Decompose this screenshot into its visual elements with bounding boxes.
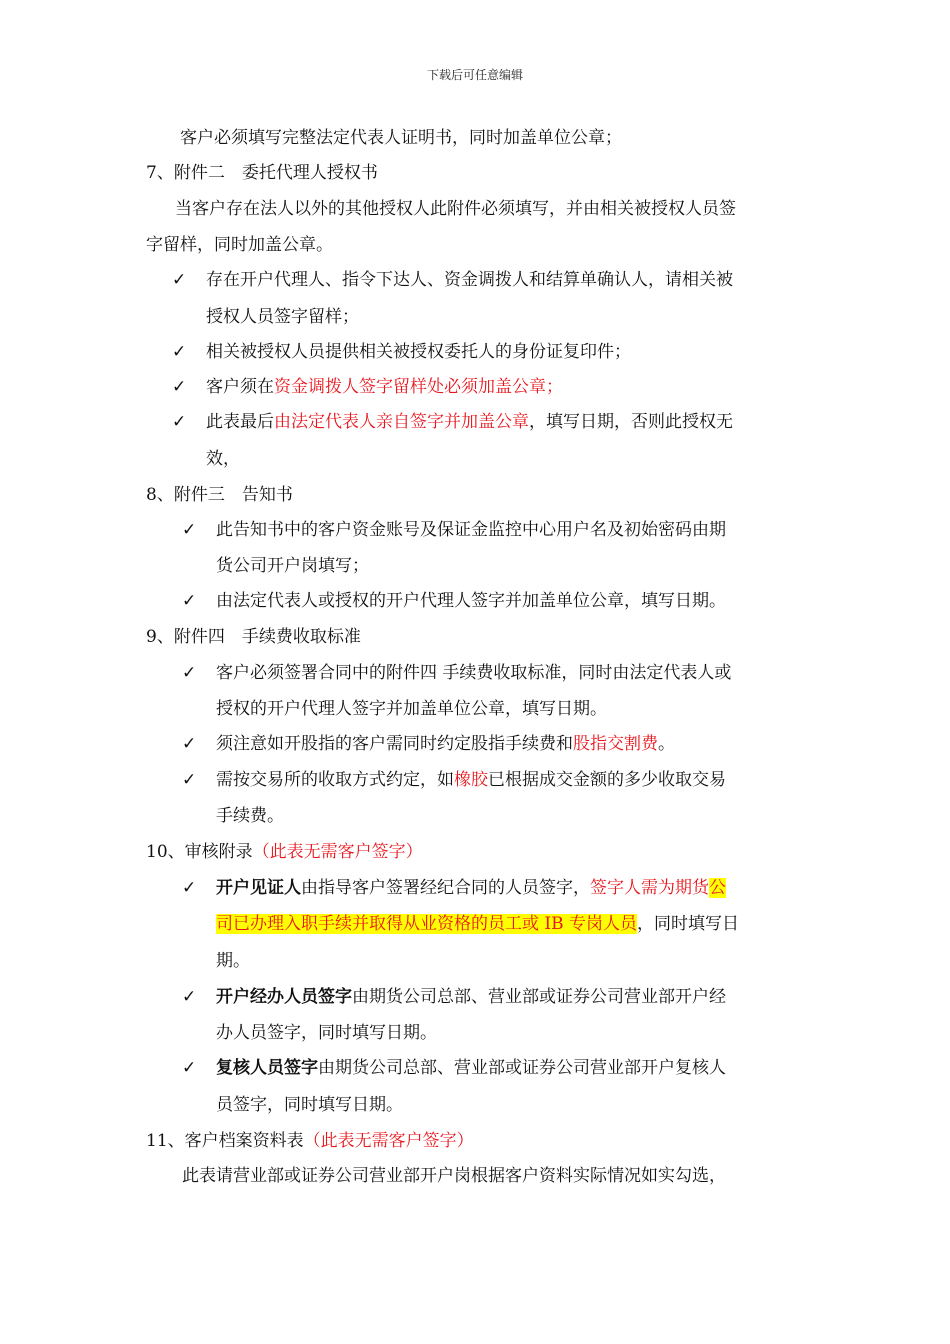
text-run: ，同时填写日 xyxy=(637,914,740,934)
check-icon: ✓ xyxy=(182,878,197,898)
bullet-text: 货公司开户岗填写； xyxy=(216,556,369,576)
check-icon: ✓ xyxy=(172,342,187,362)
check-icon: ✓ xyxy=(182,734,197,754)
paragraph: 此表请营业部或证券公司营业部开户岗根据客户资料实际情况如实勾选， xyxy=(182,1166,726,1186)
text-run: 10、审核附录 xyxy=(146,842,253,862)
paragraph: 当客户存在法人以外的其他授权人此附件必须填写，并由相关被授权人员签 xyxy=(175,199,736,219)
red-emphasis: （此表无需客户签字） xyxy=(303,1131,474,1151)
check-icon: ✓ xyxy=(182,770,197,790)
bullet-text xyxy=(216,878,726,898)
text-run: 由指导客户签署经纪合同的人员签字， xyxy=(301,878,590,898)
check-icon: ✓ xyxy=(182,1058,197,1078)
bullet-text: 授权人员签字留样； xyxy=(206,307,359,327)
check-icon: ✓ xyxy=(182,987,197,1007)
red-emphasis: 由法定代表人亲自签字并加盖公章 xyxy=(274,412,529,432)
check-icon: ✓ xyxy=(182,520,197,540)
section-10-title xyxy=(146,842,423,862)
text-run: 。 xyxy=(658,734,675,754)
bullet-text: 相关被授权人员提供相关被授权委托人的身份证复印件； xyxy=(206,342,631,362)
bullet-text xyxy=(216,914,739,934)
bullet-text xyxy=(206,412,733,432)
paragraph: 字留样，同时加盖公章。 xyxy=(146,235,333,255)
bold-term: 开户经办人员签字 xyxy=(216,987,352,1007)
page-header: 下载后可任意编辑 xyxy=(426,68,523,82)
text-run: 需按交易所的收取方式约定，如 xyxy=(216,770,454,790)
text-run: 11、客户档案资料表 xyxy=(146,1131,304,1151)
bold-term: 复核人员签字 xyxy=(216,1058,318,1078)
highlighted-text: 司已办理入职手续并取得从业资格的员工或 IB 专岗人员 xyxy=(216,914,638,934)
bullet-text xyxy=(216,1058,726,1078)
red-emphasis: 资金调拨人签字留样处必须加盖公章； xyxy=(274,377,563,397)
text-run: 客户须在 xyxy=(206,377,274,397)
bullet-text: 手续费。 xyxy=(216,806,284,826)
section-7-title: 7、附件二 委托代理人授权书 xyxy=(146,163,378,183)
paragraph: 客户必须填写完整法定代表人证明书，同时加盖单位公章； xyxy=(180,128,622,148)
bullet-text: 由法定代表人或授权的开户代理人签字并加盖单位公章，填写日期。 xyxy=(216,591,726,611)
red-emphasis: （此表无需客户签字） xyxy=(252,842,423,862)
bold-term: 开户见证人 xyxy=(216,878,301,898)
text-run: 此表最后 xyxy=(206,412,274,432)
bullet-text: 客户必须签署合同中的附件四 手续费收取标准，同时由法定代表人或 xyxy=(216,663,732,683)
section-9-title: 9、附件四 手续费收取标准 xyxy=(146,627,361,647)
check-icon: ✓ xyxy=(182,591,197,611)
section-8-title: 8、附件三 告知书 xyxy=(146,485,293,505)
text-run: 已根据成交金额的多少收取交易 xyxy=(488,770,726,790)
bullet-text: 效， xyxy=(206,449,240,469)
text-run: 须注意如开股指的客户需同时约定股指手续费和 xyxy=(216,734,573,754)
bullet-text xyxy=(216,770,726,790)
check-icon: ✓ xyxy=(172,377,187,397)
text-run: 由期货公司总部、营业部或证券公司营业部开户复核人 xyxy=(318,1058,726,1078)
text-run: ，填写日期，否则此授权无 xyxy=(529,412,733,432)
highlighted-text: 公 xyxy=(709,878,726,898)
bullet-text: 存在开户代理人、指令下达人、资金调拨人和结算单确认人，请相关被 xyxy=(206,270,733,290)
bullet-text: 此告知书中的客户资金账号及保证金监控中心用户名及初始密码由期 xyxy=(216,520,726,540)
bullet-text: 员签字，同时填写日期。 xyxy=(216,1095,403,1115)
bullet-text: 期。 xyxy=(216,951,250,971)
bullet-text xyxy=(206,377,563,397)
red-emphasis: 橡胶 xyxy=(454,770,488,790)
check-icon: ✓ xyxy=(182,663,197,683)
red-emphasis: 签字人需为期货 xyxy=(590,878,709,898)
bullet-text: 办人员签字，同时填写日期。 xyxy=(216,1023,437,1043)
section-11-title xyxy=(146,1131,474,1151)
red-emphasis: 股指交割费 xyxy=(573,734,658,754)
bullet-text: 授权的开户代理人签字并加盖单位公章，填写日期。 xyxy=(216,699,607,719)
check-icon: ✓ xyxy=(172,412,187,432)
bullet-text xyxy=(216,987,726,1007)
bullet-text xyxy=(216,734,675,754)
check-icon: ✓ xyxy=(172,270,187,290)
text-run: 由期货公司总部、营业部或证券公司营业部开户经 xyxy=(352,987,726,1007)
